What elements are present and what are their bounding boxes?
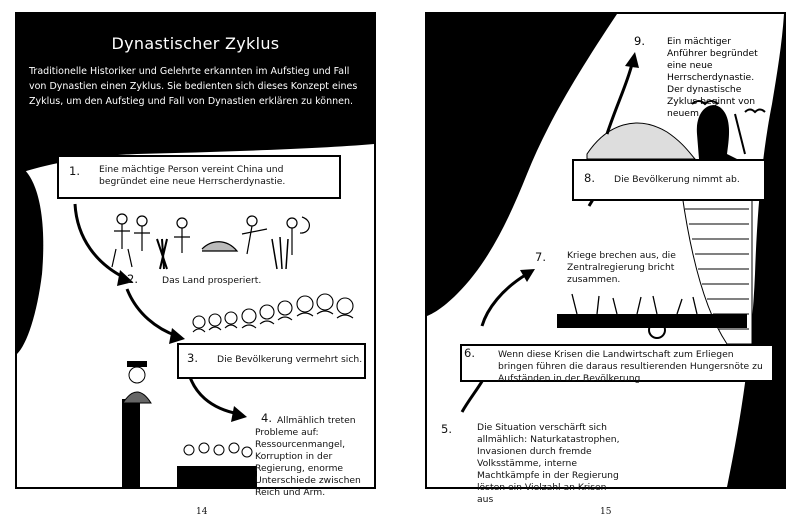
step-9-text: Ein mächtiger Anführer begründet eine neue Herrscherdynastie. Der dynastische Zyklus beginnt von neuem.	[667, 36, 758, 119]
step-7-number: 7.	[535, 250, 546, 264]
step-2-number: 2.	[127, 272, 138, 286]
right-page	[400, 0, 800, 532]
step-5-number: 5.	[441, 422, 452, 436]
page-number-right: 15	[600, 507, 612, 517]
step-3-number: 3.	[187, 351, 198, 365]
step-6-box	[460, 344, 774, 382]
step-6-text: Wenn diese Krisen die Landwirtschaft zum Erliegen bringen führen die daraus resultierenden Hungersnöte zu Aufständen in der Bevölkerung	[498, 349, 763, 384]
right-comic-panel	[425, 12, 786, 505]
step-9-number: 9.	[634, 34, 645, 48]
step-4-text: Allmählich treten Probleme auf: Ressourcenmangel, Korruption in der Regierung, enorme Unterschiede zwischen Reich und Arm.	[255, 415, 361, 498]
step-4-number: 4.	[261, 411, 272, 425]
step-8-text: Die Bevölkerung nimmt ab.	[614, 174, 740, 185]
step-7-text: Kriege brechen aus, die Zentralregierung bricht zusammen.	[567, 250, 676, 285]
left-comic-panel	[15, 12, 376, 498]
emperor-figure	[117, 359, 157, 404]
step-5-text: Die Situation verschärft sich allmählich: Naturkatastrophen, Invasionen durch fremde Volksstämme, interne Machtkämpfe in der Regierung lösten ein Vielzahl an Krisen aus	[477, 422, 620, 505]
step-1-text: Eine mächtige Person vereint China und begründet eine neue Herrscherdynastie.	[99, 164, 286, 187]
page-number-left: 14	[196, 507, 208, 517]
step-8-box	[572, 159, 766, 201]
poor-crowd-illustration	[179, 440, 257, 468]
step-3-box	[177, 343, 366, 379]
step-6-number: 6.	[464, 346, 475, 360]
step-8-number: 8.	[584, 171, 595, 185]
intro-text: Traditionelle Historiker und Gelehrte erkannten im Aufstieg und Fall von Dynastien einen Zyklus. Sie bedienten sich dieses Konzept eines Zyklus, um den Aufstieg und Fall von Dynastien erklären zu können.	[29, 66, 358, 107]
page-title: Dynastischer Zyklus	[111, 34, 280, 53]
step-1-box	[57, 155, 341, 199]
step-2-text: Das Land prosperiert.	[162, 275, 262, 286]
step-1-number: 1.	[69, 164, 80, 178]
farmers-illustration	[102, 209, 312, 271]
crowd-illustration	[187, 292, 367, 344]
step-3-text: Die Bevölkerung vermehrt sich.	[217, 354, 363, 365]
